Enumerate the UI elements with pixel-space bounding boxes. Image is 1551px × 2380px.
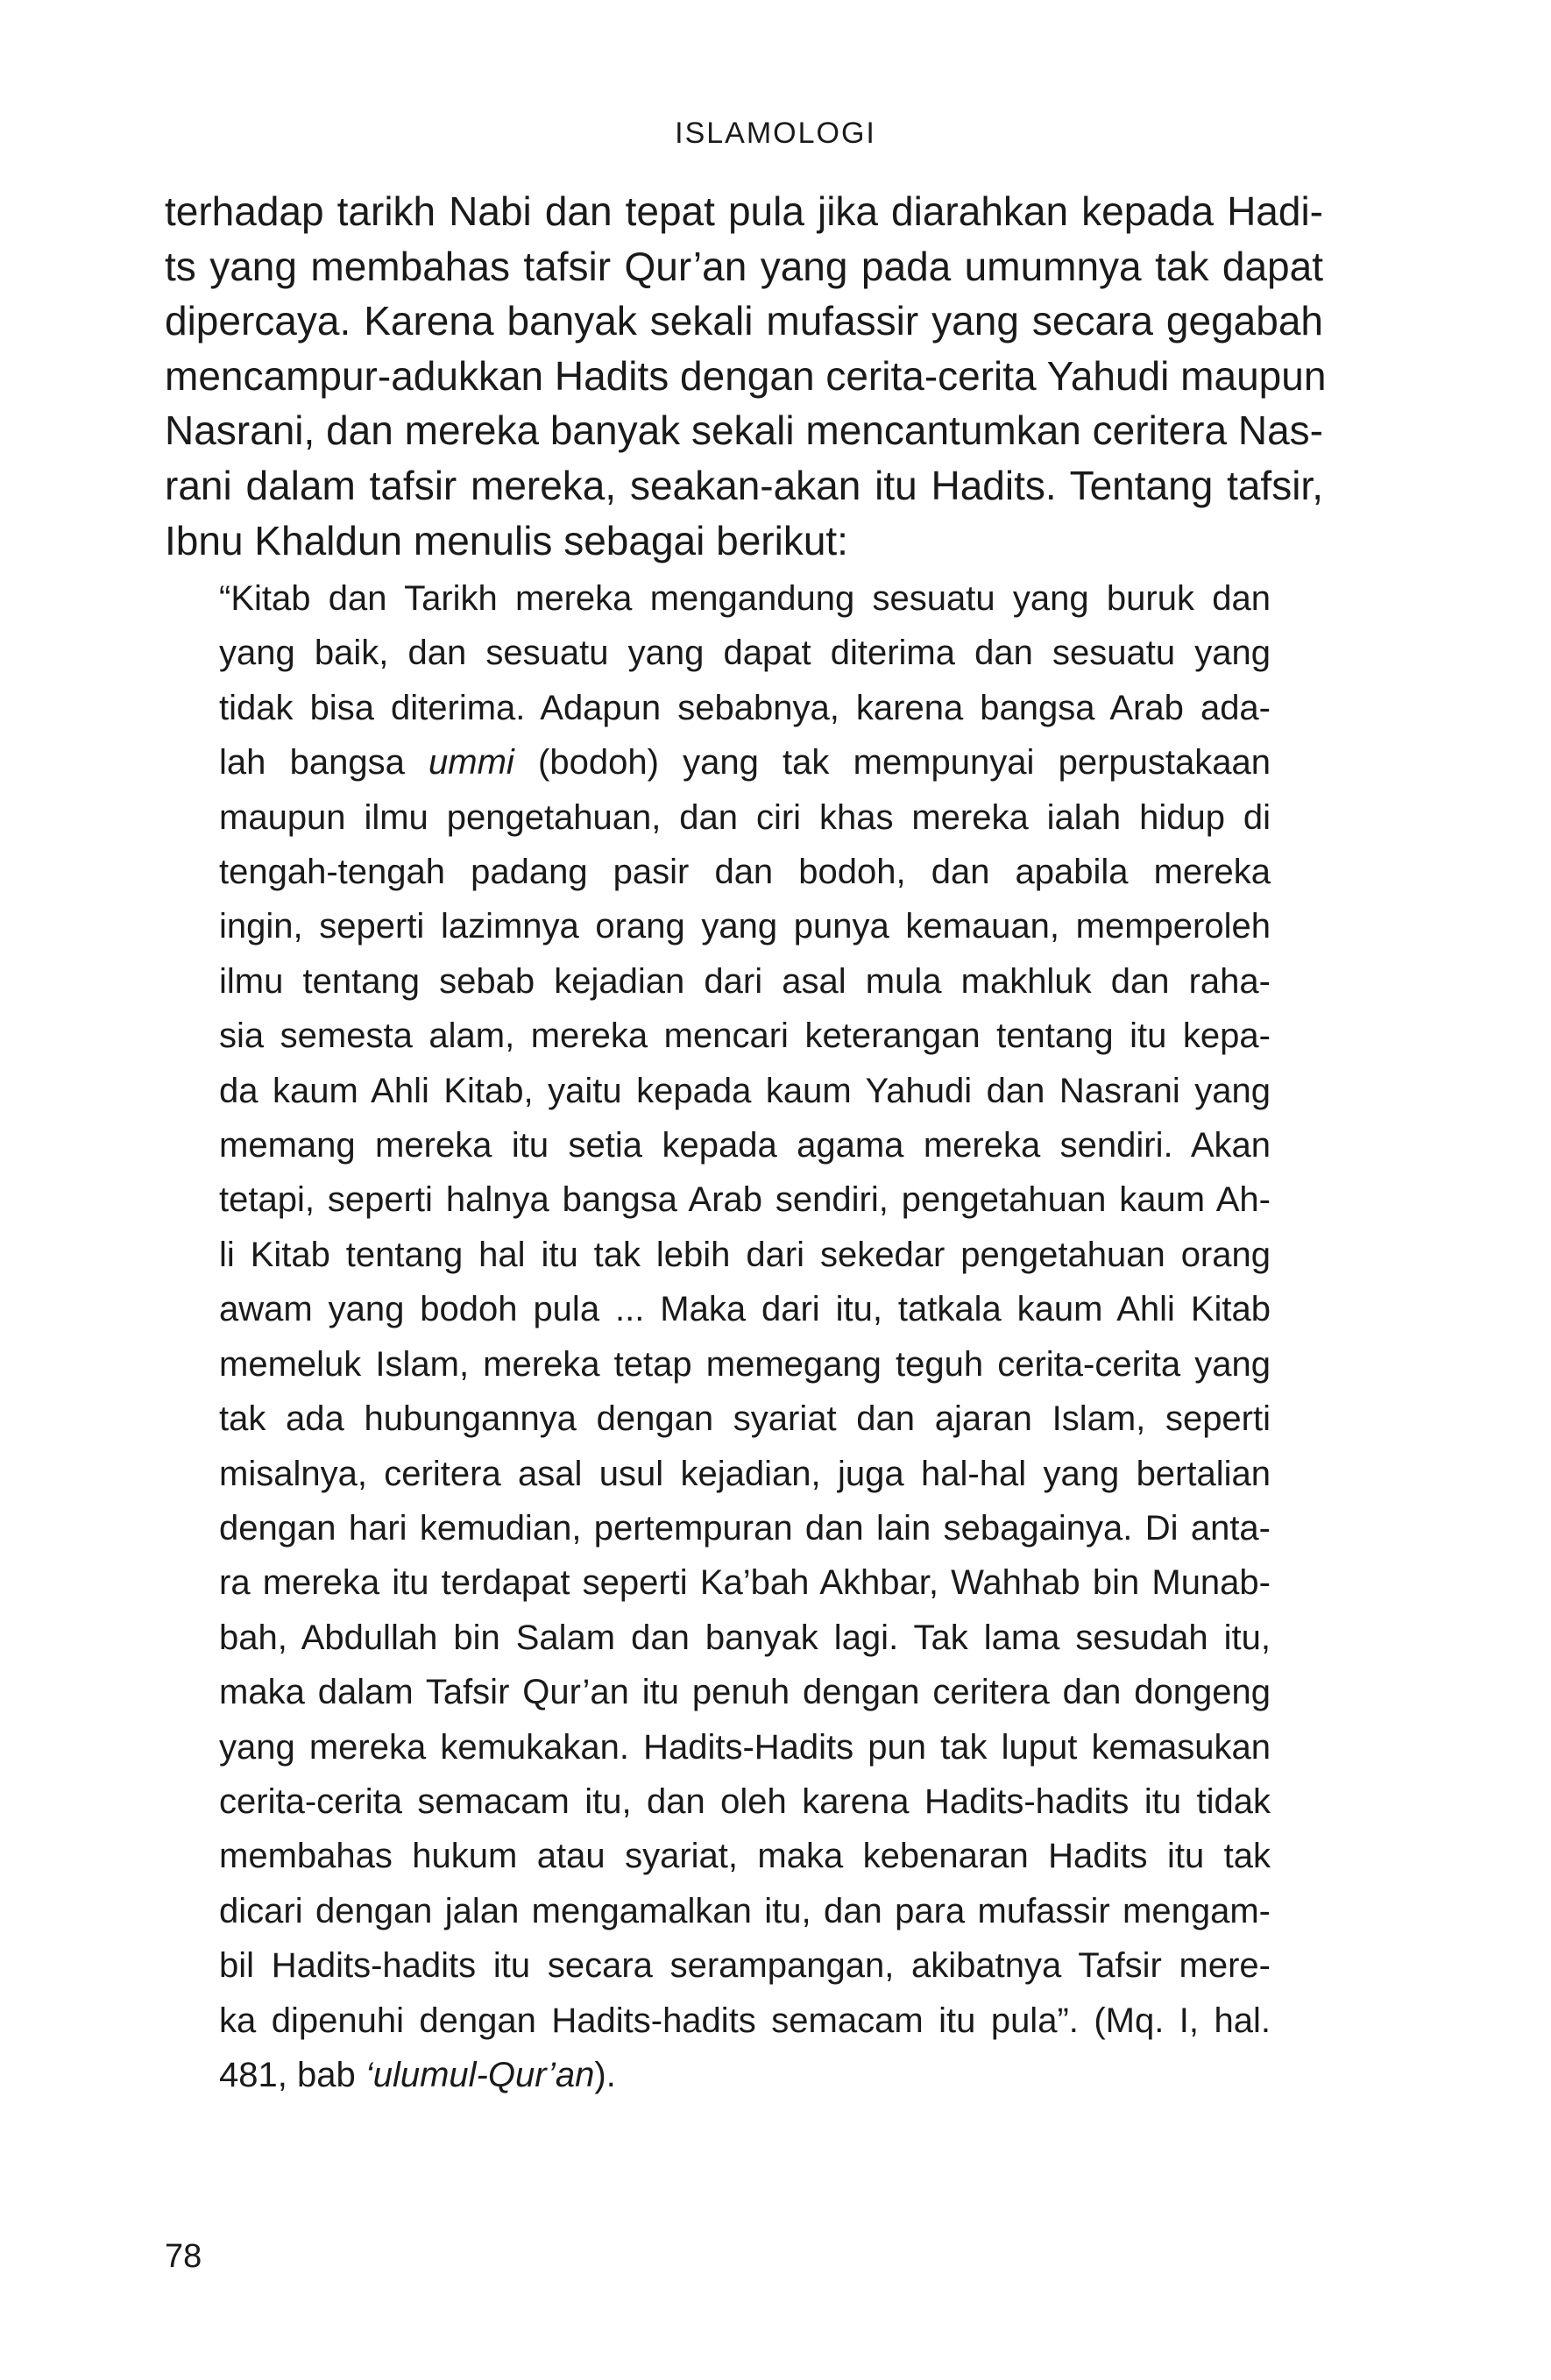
quote-line: maka dalam Tafsir Qur’an itu penuh dengan ceritera dan dongeng [219, 1673, 1271, 1712]
body-line: rani dalam tafsir mereka, seakan-akan itu Hadits. Tentang tafsir, [165, 462, 1323, 508]
quote-line: sia semesta alam, mereka mencari keterangan tentang itu kepa- [219, 1016, 1271, 1056]
body-line: dipercaya. Karena banyak sekali mufassir yang secara gegabah [165, 298, 1323, 344]
quote-italic-term: ummi [428, 743, 514, 783]
quote-line: da kaum Ahli Kitab, yaitu kepada kaum Yahudi dan Nasrani yang [219, 1071, 1271, 1110]
body-line: ts yang membahas tafsir Qur’an yang pada umumnya tak dapat [165, 243, 1323, 289]
body-paragraph [165, 184, 1327, 568]
page-number: 78 [165, 2238, 202, 2275]
running-header: ISLAMOLOGI [675, 117, 876, 150]
quote-line: bah, Abdullah bin Salam dan banyak lagi. Tak lama sesudah itu, [219, 1618, 1271, 1657]
quote-line: tengah-tengah padang pasir dan bodoh, dan apabila mereka [219, 853, 1271, 892]
quote-line: li Kitab tentang hal itu tak lebih dari sekedar pengetahuan orang [219, 1235, 1271, 1274]
quote-line: ilmu tentang sebab kejadian dari asal mula makhluk dan raha- [219, 961, 1271, 1001]
body-line: Ibnu Khaldun menulis sebagai berikut: [165, 517, 848, 563]
quote-line: ingin, seperti lazimnya orang yang punya kemauan, memperoleh [219, 907, 1271, 946]
quote-italic-term: ‘ulumul-Qur’an [365, 2055, 595, 2094]
body-line: terhadap tarikh Nabi dan tepat pula jika diarahkan kepada Hadi- [165, 188, 1323, 234]
quote-line: tidak bisa diterima. Adapun sebabnya, karena bangsa Arab ada- [219, 688, 1271, 727]
quote-line: “Kitab dan Tarikh mereka mengandung sesuatu yang buruk dan [219, 579, 1271, 618]
quote-line: dicari dengan jalan mengamalkan itu, dan para mufassir mengam- [219, 1891, 1271, 1930]
quote-line: dengan hari kemudian, pertempuran dan lain sebagainya. Di anta- [219, 1508, 1271, 1548]
quote-line: tak ada hubungannya dengan syariat dan ajaran Islam, seperti [219, 1399, 1271, 1439]
quote-line: maupun ilmu pengetahuan, dan ciri khas mereka ialah hidup di [219, 797, 1271, 837]
quote-fragment: ). [594, 2055, 616, 2094]
quote-line-with-italic [219, 735, 1271, 790]
quote-line: ka dipenuhi dengan Hadits-hadits semacam itu pula”. (Mq. I, hal. [219, 2001, 1271, 2040]
quote-citation-line [219, 2048, 1271, 2102]
body-line: Nasrani, dan mereka banyak sekali mencantumkan ceritera Nas- [165, 407, 1323, 454]
quote-line: membahas hukum atau syariat, maka kebenaran Hadits itu tak [219, 1837, 1271, 1876]
quote-fragment: 481, bab [219, 2055, 365, 2094]
quote-line: memeluk Islam, mereka tetap memegang teguh cerita-cerita yang [219, 1344, 1271, 1384]
quote-fragment: (bodoh) yang tak mempunyai perpustakaan [513, 743, 1271, 783]
quote-line: misalnya, ceritera asal usul kejadian, juga hal-hal yang bertalian [219, 1454, 1271, 1493]
block-quote [219, 571, 1271, 2102]
quote-line: yang mereka kemukakan. Hadits-Hadits pun tak luput kemasukan [219, 1727, 1271, 1767]
quote-line: bil Hadits-hadits itu secara serampangan, akibatnya Tafsir mere- [219, 1946, 1271, 1986]
quote-line: ra mereka itu terdapat seperti Ka’bah Akhbar, Wahhab bin Munab- [219, 1563, 1271, 1603]
quote-line: yang baik, dan sesuatu yang dapat diterima dan sesuatu yang [219, 634, 1271, 673]
body-line: mencampur-adukkan Hadits dengan cerita-cerita Yahudi maupun [165, 352, 1327, 399]
quote-fragment: lah bangsa [219, 743, 429, 783]
quote-line: awam yang bodoh pula ... Maka dari itu, tatkala kaum Ahli Kitab [219, 1290, 1271, 1329]
quote-line: cerita-cerita semacam itu, dan oleh karena Hadits-hadits itu tidak [219, 1781, 1271, 1821]
quote-line: memang mereka itu setia kepada agama mereka sendiri. Akan [219, 1126, 1271, 1165]
quote-line: tetapi, seperti halnya bangsa Arab sendiri, pengetahuan kaum Ah- [219, 1180, 1271, 1220]
